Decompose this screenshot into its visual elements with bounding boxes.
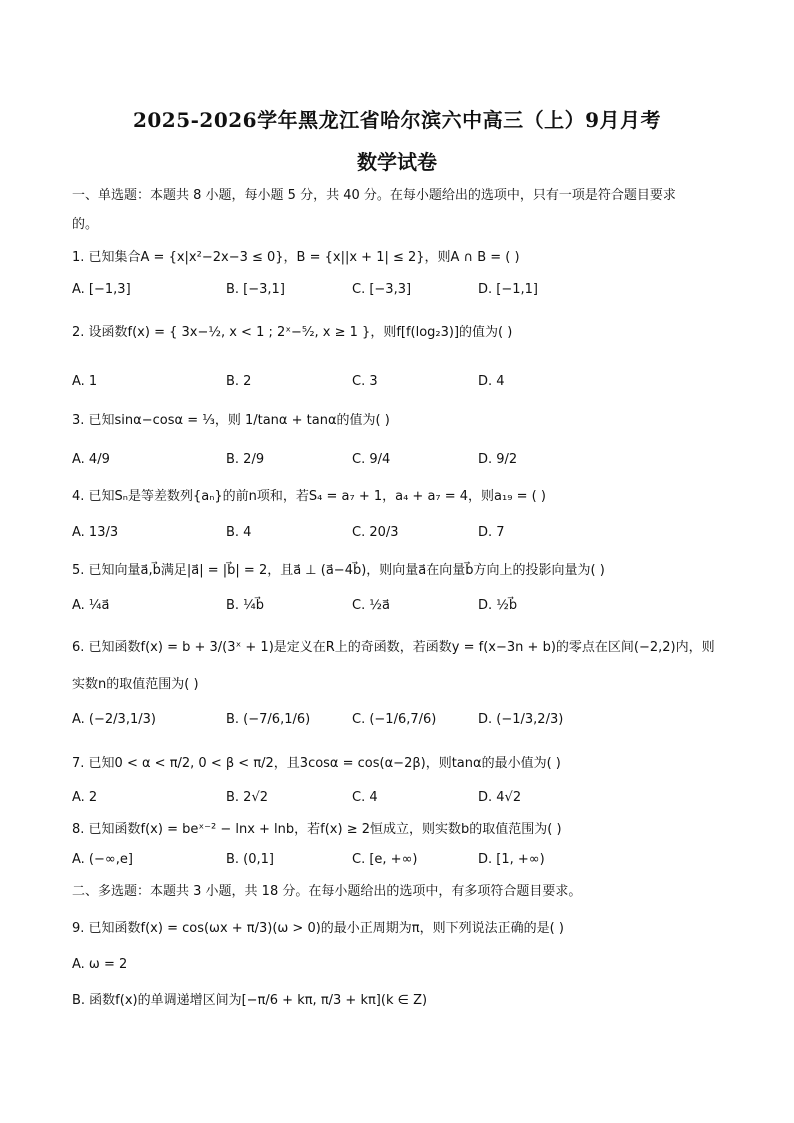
option-b: B. 2/9 xyxy=(226,452,265,467)
option-b: B. (0,1] xyxy=(226,852,275,867)
section2-heading: 二、多选题：本题共 3 小题，共 18 分。在每小题给出的选项中，有多项符合题目要求。 xyxy=(72,884,582,899)
question-4-options xyxy=(72,525,732,547)
option-a: A. 13/3 xyxy=(72,525,119,540)
option-c: C. [−3,3] xyxy=(352,282,412,297)
option-c: C. 20/3 xyxy=(352,525,399,540)
option-a: A. 2 xyxy=(72,790,98,805)
option-b: B. 4 xyxy=(226,525,252,540)
question-7-options xyxy=(72,790,732,812)
section1-line1: 一、单选题：本题共 8 小题，每小题 5 分，共 40 分。在每小题给出的选项中，只有一项是符合题目要求 xyxy=(72,188,676,203)
option-d: D. 4 xyxy=(478,374,505,389)
question-6-stem: 6. 已知函数f(x) = b + 3/(3ˣ + 1)是定义在R上的奇函数，若函数y = f(x−3n + b)的零点在区间(−2,2)内，则 xyxy=(72,640,715,655)
question-7-stem: 7. 已知0 < α < π/2, 0 < β < π/2，且3cosα = cos(α−2β)，则tanα的最小值为( ) xyxy=(72,756,561,771)
page-subtitle: 数学试卷 xyxy=(357,150,437,174)
question-5-options xyxy=(72,598,732,620)
question-8-stem: 8. 已知函数f(x) = beˣ⁻² − lnx + lnb，若f(x) ≥ 2恒成立，则实数b的取值范围为( ) xyxy=(72,822,562,837)
option-c: C. 9/4 xyxy=(352,452,391,467)
option-c: C. ½a⃗ xyxy=(352,598,390,613)
option-b: B. [−3,1] xyxy=(226,282,285,297)
question-2-stem: 2. 设函数f(x) = { 3x−½, x < 1 ; 2ˣ−⁵⁄₂, x ≥ 1 }，则f[f(log₂3)]的值为( ) xyxy=(72,325,513,340)
option-a: A. 4/9 xyxy=(72,452,110,467)
option-b: B. 2√2 xyxy=(226,790,269,805)
option-d: D. (−1/3,2/3) xyxy=(478,712,564,727)
option-a: A. 1 xyxy=(72,374,98,389)
option-d: D. [−1,1] xyxy=(478,282,538,297)
question-6-stem-cont: 实数n的取值范围为( ) xyxy=(72,677,199,692)
question-9-option-a: A. ω = 2 xyxy=(72,957,128,972)
question-1-stem: 1. 已知集合A = {x|x²−2x−3 ≤ 0}，B = {x||x + 1| ≤ 2}，则A ∩ B = ( ) xyxy=(72,250,520,265)
option-c: C. (−1/6,7/6) xyxy=(352,712,437,727)
question-8-options xyxy=(72,852,732,874)
option-c: C. [e, +∞) xyxy=(352,852,418,867)
question-9-option-b: B. 函数f(x)的单调递增区间为[−π/6 + kπ, π/3 + kπ](k ∈ Z) xyxy=(72,993,428,1008)
option-a: A. (−∞,e] xyxy=(72,852,133,867)
option-b: B. 2 xyxy=(226,374,252,389)
question-6-options xyxy=(72,712,732,734)
option-b: B. (−7/6,1/6) xyxy=(226,712,311,727)
question-4-stem: 4. 已知Sₙ是等差数列{aₙ}的前n项和，若S₄ = a₇ + 1，a₄ + a₇ = 4，则a₁₉ = ( ) xyxy=(72,489,546,504)
section1-heading xyxy=(72,186,732,206)
option-d: D. 9/2 xyxy=(478,452,518,467)
question-3-stem: 3. 已知sinα−cosα = ⅓，则 1/tanα + tanα的值为( ) xyxy=(72,413,390,428)
option-d: D. 4√2 xyxy=(478,790,522,805)
option-a: A. ¼a⃗ xyxy=(72,598,110,613)
question-5-stem: 5. 已知向量a⃗,b⃗满足|a⃗| = |b⃗| = 2，且a⃗ ⊥ (a⃗−4b⃗)，则向量a⃗在向量b⃗方向上的投影向量为( ) xyxy=(72,563,605,578)
option-c: C. 3 xyxy=(352,374,378,389)
option-d: D. ½b⃗ xyxy=(478,598,518,613)
section1-heading-cont: 的。 xyxy=(72,217,99,232)
option-d: D. 7 xyxy=(478,525,505,540)
option-c: C. 4 xyxy=(352,790,378,805)
page-title: 2025-2026学年黑龙江省哈尔滨六中高三（上）9月月考 xyxy=(132,108,662,132)
question-1-options xyxy=(72,282,732,304)
question-9-stem: 9. 已知函数f(x) = cos(ωx + π/3)(ω > 0)的最小正周期为π，则下列说法正确的是( ) xyxy=(72,921,564,936)
option-d: D. [1, +∞) xyxy=(478,852,545,867)
question-3-options xyxy=(72,452,732,474)
option-a: A. [−1,3] xyxy=(72,282,131,297)
question-2-options xyxy=(72,374,732,396)
option-a: A. (−2/3,1/3) xyxy=(72,712,156,727)
option-b: B. ¼b⃗ xyxy=(226,598,265,613)
